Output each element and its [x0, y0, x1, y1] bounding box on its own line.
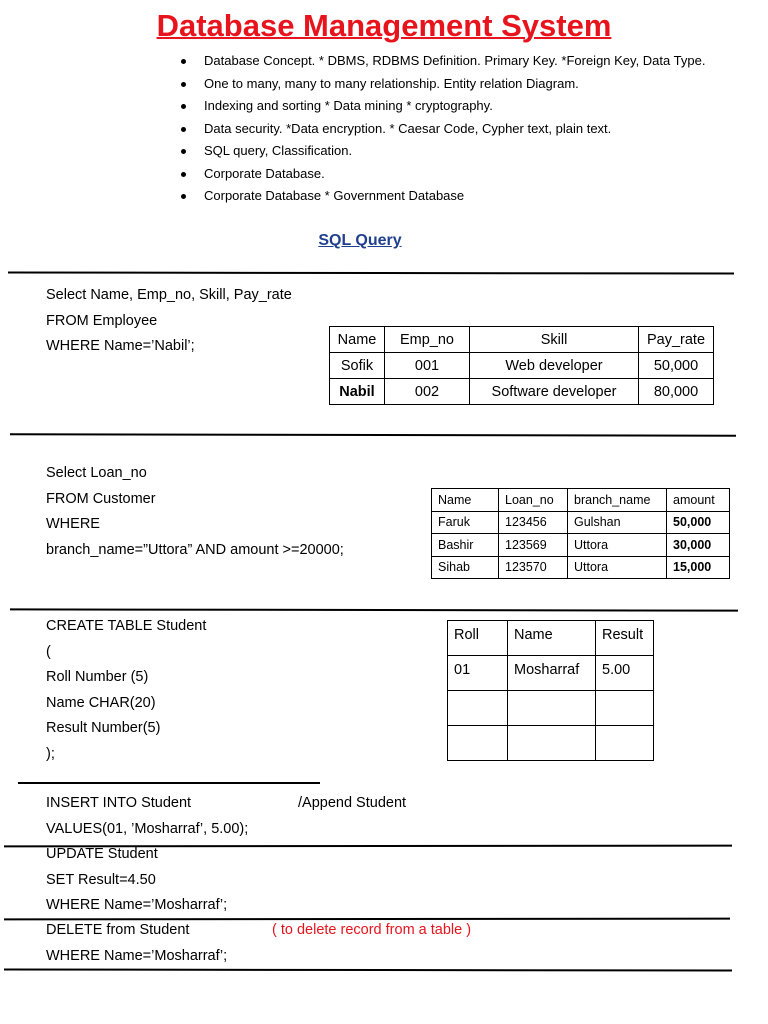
list-item: [178, 95, 738, 118]
table-row: [432, 556, 730, 579]
topic-text: Corporate Database.: [204, 165, 325, 181]
table-cell: 30,000: [667, 534, 730, 557]
bullet-icon: [181, 172, 186, 177]
table-cell: Bashir: [432, 534, 499, 557]
table-cell: Uttora: [568, 556, 667, 579]
page-title: Database Management System: [156, 8, 612, 43]
table-cell: Sofik: [330, 353, 385, 379]
table-cell: 002: [385, 379, 470, 405]
list-item: [178, 118, 738, 141]
table-row: [432, 534, 730, 557]
code-line: DELETE from Student: [46, 922, 190, 938]
table-cell: Web developer: [470, 353, 639, 379]
table-cell: 123456: [499, 511, 568, 534]
table-cell: Mosharraf: [508, 656, 596, 691]
query-insert: [46, 791, 248, 842]
bullet-icon: [181, 104, 186, 109]
query-update: [46, 842, 227, 919]
table-row: [330, 353, 714, 379]
code-line: WHERE Name=’Mosharraf’;: [46, 897, 228, 913]
table-row: [448, 726, 654, 761]
topic-text: SQL query, Classification.: [204, 143, 353, 158]
table-cell: Faruk: [432, 511, 499, 534]
employee-table: [329, 326, 714, 405]
column-header: Name: [432, 489, 499, 512]
code-line: WHERE Name=’Mosharraf’;: [46, 947, 228, 964]
table-cell: [448, 691, 508, 726]
column-header: Skill: [470, 327, 639, 353]
divider: [8, 271, 734, 274]
table-cell: 123570: [499, 556, 568, 579]
code-line: SET Result=4.50: [46, 871, 156, 888]
code-line: FROM Customer: [46, 490, 156, 507]
table-cell: [596, 691, 654, 726]
table-row: [432, 511, 730, 534]
code-line: Select Loan_no: [46, 465, 147, 481]
topic-text: Corporate Database * Government Database: [204, 188, 465, 203]
column-header: Loan_no: [499, 489, 568, 512]
divider: [10, 433, 736, 437]
list-item: [178, 140, 738, 163]
table-cell: 123569: [499, 534, 568, 557]
divider: [18, 782, 320, 784]
table-row: [448, 691, 654, 726]
table-cell: Gulshan: [568, 511, 667, 534]
bullet-icon: [181, 194, 186, 199]
code-line: FROM Employee: [46, 312, 158, 329]
code-line: Roll Number (5): [46, 669, 149, 685]
table-cell: 5.00: [596, 656, 654, 691]
query-create-table: [46, 614, 206, 767]
code-line: branch_name=”Uttora” AND amount >=20000;: [46, 541, 344, 558]
code-line: Select Name, Emp_no, Skill, Pay_rate: [46, 287, 292, 303]
column-header: Name: [330, 327, 385, 353]
table-cell: Sihab: [432, 556, 499, 579]
table-cell: [596, 726, 654, 761]
query-select-employee: [46, 283, 292, 360]
topic-text: Data security. *Data encryption. * Caesar Code, Cypher text, plain text.: [204, 120, 612, 136]
table-cell: 80,000: [639, 379, 714, 405]
delete-note: ( to delete record from a table ): [272, 922, 472, 938]
insert-note: /Append Student: [298, 795, 407, 811]
bullet-icon: [181, 149, 186, 154]
code-line: Result Number(5): [46, 720, 161, 736]
table-row: [330, 379, 714, 405]
list-item: [178, 185, 738, 208]
column-header: Name: [508, 621, 596, 656]
bullet-icon: [181, 82, 186, 87]
topic-text: One to many, many to many relationship. Entity relation Diagram.: [204, 75, 579, 91]
topic-text: Database Concept. * DBMS, RDBMS Definition. Primary Key. *Foreign Key, Data Type.: [204, 53, 706, 68]
column-header: branch_name: [568, 489, 667, 512]
table-cell: Uttora: [568, 534, 667, 557]
code-line: );: [46, 745, 55, 762]
table-header-row: [432, 489, 730, 512]
list-item: [178, 50, 738, 73]
table-row: [448, 656, 654, 691]
table-cell: Nabil: [330, 379, 385, 405]
table-cell: 50,000: [639, 353, 714, 379]
code-line: VALUES(01, ’Mosharraf’, 5.00);: [46, 820, 249, 837]
code-line: (: [46, 643, 51, 660]
loan-table: [431, 488, 730, 579]
column-header: Result: [596, 621, 654, 656]
table-cell: Software developer: [470, 379, 639, 405]
column-header: amount: [667, 489, 730, 512]
divider: [4, 968, 732, 971]
code-line: WHERE: [46, 516, 100, 532]
code-line: WHERE Name=’Nabil’;: [46, 338, 195, 354]
table-header-row: [330, 327, 714, 353]
table-cell: [508, 691, 596, 726]
column-header: Roll: [448, 621, 508, 656]
table-cell: 15,000: [667, 556, 730, 579]
bullet-icon: [181, 59, 186, 64]
table-cell: 50,000: [667, 511, 730, 534]
list-item: [178, 73, 738, 96]
topic-list: [178, 50, 738, 208]
query-delete: [46, 918, 227, 969]
table-cell: 001: [385, 353, 470, 379]
column-header: Emp_no: [385, 327, 470, 353]
topic-text: Indexing and sorting * Data mining * cryptography.: [204, 98, 493, 113]
bullet-icon: [181, 127, 186, 132]
query-select-customer: [46, 461, 344, 563]
student-table: [447, 620, 654, 761]
table-cell: [508, 726, 596, 761]
divider: [10, 608, 738, 611]
code-line: INSERT INTO Student: [46, 795, 192, 811]
list-item: [178, 163, 738, 186]
code-line: Name CHAR(20): [46, 694, 156, 711]
section-heading: SQL Query: [318, 232, 402, 249]
code-line: UPDATE Student: [46, 846, 158, 862]
table-cell: [448, 726, 508, 761]
table-header-row: [448, 621, 654, 656]
column-header: Pay_rate: [639, 327, 714, 353]
table-cell: 01: [448, 656, 508, 691]
code-line: CREATE TABLE Student: [46, 618, 207, 634]
